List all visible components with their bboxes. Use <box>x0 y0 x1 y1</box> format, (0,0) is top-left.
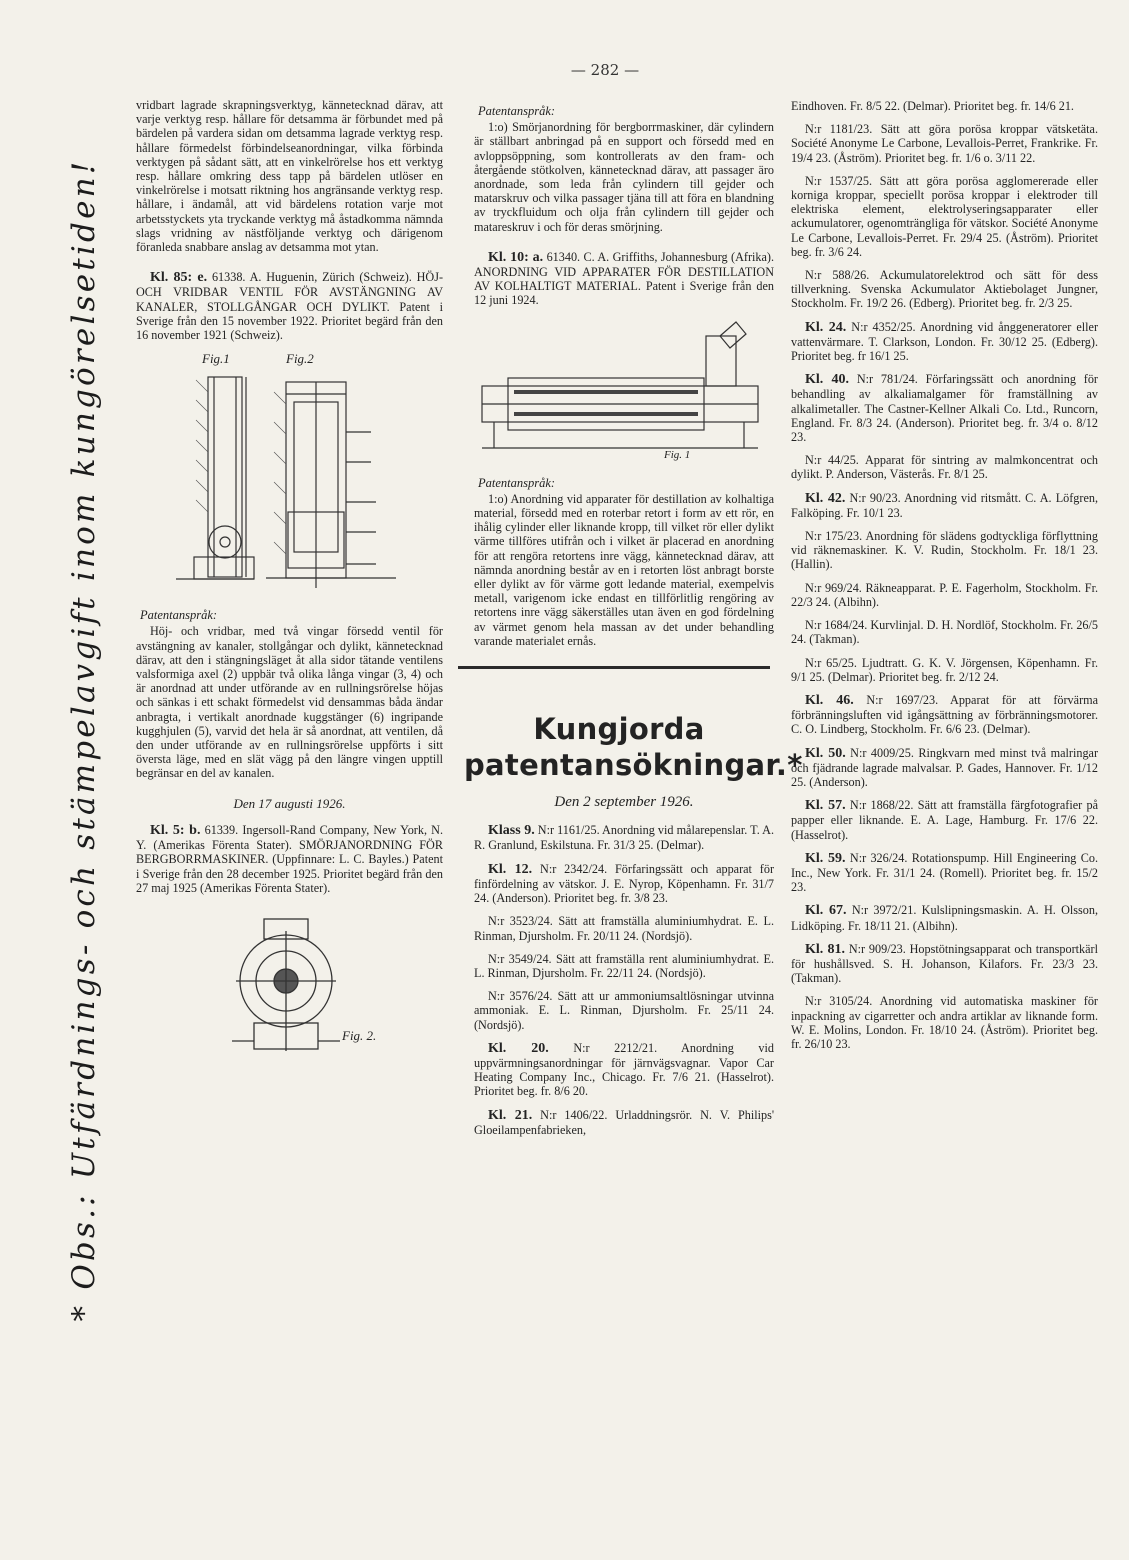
application-entry <box>474 1041 774 1099</box>
application-entry <box>791 903 1098 932</box>
entry-text: N:r 90/23. Anordning vid ritsmått. C. A. Löfgren, Falköping. Fr. 10/1 23. <box>791 490 1099 520</box>
class-label: Kl. 46. <box>805 692 854 708</box>
entry-text: N:r 1697/23. Apparat för att förvärma förbränningsluften vid igångsättning av förbränningsmotorer. C. O. Lindberg, Stockholm. Fr. 6/6 23. (Delmar). <box>791 692 1099 737</box>
class-label: Kl. 42. <box>805 490 846 506</box>
entry-text: N:r 1537/25. Sätt att göra porösa agglomererade eller korniga kroppar, speciellt porösa kroppar i elektroder till elektriska element, elektrolyseringsapparater eller ackumulatorer, ogenomträngliga för vätskor. Société Anonyme Le Carbone, Levallois-Perret. Fr. 29/4 25. (Åström). Prioritet beg. fr. 3/6 24. <box>791 173 1098 259</box>
claims-label: Patentanspråk: <box>478 104 556 118</box>
class-label: Kl. 20. <box>488 1040 549 1056</box>
entry-text: N:r 969/24. Räkneapparat. P. E. Fagerholm, Stockholm. Fr. 22/3 24. (Albihn). <box>791 580 1098 609</box>
valve-figure <box>136 352 443 602</box>
column-1 <box>136 98 443 1061</box>
application-entry <box>474 823 774 852</box>
class-label: Kl. 59. <box>805 850 846 866</box>
application-entry <box>791 122 1098 165</box>
entry-text: 61339. Ingersoll-Rand Company, New York, N. Y. (Amerikas Förenta Stater). SMÖRJANORDNING FÖR BERGBORRMASKINER. (Uppfinnare: L. C. Bayles.) Patent i Sverige från den 28 december 1925. Prioritet begärd från den 27 maj 1925 (Amerikas Förenta Stater). <box>136 822 444 895</box>
side-notice <box>14 90 154 1390</box>
entry-text: Eindhoven. Fr. 8/5 22. (Delmar). Prioritet beg. fr. 14/6 21. <box>791 99 1074 113</box>
class-label: Kl. 85: e. <box>150 270 208 286</box>
column-3 <box>791 99 1098 1051</box>
application-list <box>791 99 1098 1051</box>
application-entry <box>791 746 1098 790</box>
page-number: — 282 — <box>570 61 640 79</box>
application-entry <box>791 529 1098 572</box>
entry-text: N:r 909/23. Hopstötningsapparat och transportkärl för hushållsved. S. H. Johanson, Kilafors. Fr. 23/3 23. (Takman). <box>791 941 1098 986</box>
figure-label: Fig. 1 <box>664 448 691 461</box>
application-entry <box>474 914 774 942</box>
continued-paragraph: vridbart lagrade skrapningsverktyg, kännetecknad därav, att varje verktyg resp. hållare för detsamma är förbundet med på bärdelen på vardera sidan om detsamma lagrade verktyg resp. hållare förmedelst förbindelseanordningar, vilka förbinda verktygen på sådant sätt, att en vinkelrörelse hos ett verktyg resp. hållare omkring dess tapp på bärdelen utlöser en vinkelrörelse i motsatt riktning hos angränsande verktyg resp. hållare, i ändamål, att vid bärdelens rotation varje mot arbetsstyckets yta tryckande verktyg må åstadkomma nämnda slags vridning av nästföljande verktyg och därigenom föranleda snabbare anslag av detsamma mot ytan. <box>136 98 443 255</box>
class-label: Kl. 21. <box>488 1107 533 1123</box>
claims-text: 1:o) Smörjanordning för bergborrmaskiner, där cylindern är ställbart anbringad på en support och försedd med en avloppsöppning, som kontrollerats av den fram- och återgående stötkolven, kännetecknad därav, att passager äro anordnade, som leda från cylindern till gejder och matarskruv och vilka passager tjäna till att föra en blandning av tryckfluidum och olja från cylindern till gejder och matareskruv i och för deras smörjning. <box>474 120 774 234</box>
entry-text: N:r 1406/22. Urladdningsrör. N. V. Philips' Gloeilampenfabrieken, <box>474 1107 775 1137</box>
application-entry <box>791 942 1098 986</box>
class-label: Kl. 5: b. <box>150 822 201 838</box>
figure-label: Fig. 2. <box>342 1027 377 1043</box>
application-entry <box>791 453 1098 481</box>
entry-text: N:r 65/25. Ljudtratt. G. K. V. Jörgensen, Köpenhamn. Fr. 9/1 25. (Delmar). Prioritet beg. fr. 2/12 24. <box>791 655 1098 684</box>
application-entry <box>474 1108 774 1137</box>
class-label: Kl. 12. <box>488 861 533 877</box>
entry-text: N:r 1181/23. Sätt att göra porösa kroppar vätsketäta. Société Anonyme Le Carbone, Levallois-Perret, Frankrike. Fr. 19/4 23. (Åström). Prioritet beg. fr. 1/6 o. 3/11 22. <box>791 122 1098 165</box>
application-entry <box>791 320 1098 364</box>
application-entry <box>474 862 774 906</box>
application-entry <box>791 491 1098 520</box>
entry-text: N:r 3972/21. Kulslipningsmaskin. A. H. Olsson, Lidköping. Fr. 18/11 21. (Albihn). <box>791 903 1099 933</box>
entry-text: N:r 2212/21. Anordning vid uppvärmningsanordningar för järnvägsvagnar. Vapor Car Heating Company Inc., Chicago. Fr. 7/6 21. (Hasselrot). Prioritet beg. fr. 8/6 20. <box>474 1040 774 1099</box>
entry-text: N:r 588/26. Ackumulatorelektrod och sätt för dess tillverkning. Svenska Ackumulator Aktiebolaget Jungner, Stockholm. Fr. 19/2 26. (Edberg). Prioritet beg. fr. 2/3 25. <box>791 268 1098 311</box>
claims-text: Höj- och vridbar, med två vingar försedd ventil för avstängning av kanaler, stollgångar och dylikt, kännetecknad därav, att den i stängningsläget åt alla sidor tätande ventilens valsformiga axel (2) uppbär två olika långa vingar (3, 4) och är anordnad att under utförande av en rullningsrörelse höjas och sänkas i ett schakt förmedelst vid densammas båda ändar anbragta, i vertikalt anordnade kuggstänger (6) ingripande kugghjulen (5), varvid det hela är så anordnat, att ventilen, då den under utförande av en rullningsrörelse uppförts i sitt översta läge, med en slät vägg på den längre vingen upptill begränsar en del av kanalen. <box>136 624 443 781</box>
application-entry <box>791 994 1098 1051</box>
application-entry <box>791 618 1098 646</box>
entry-text: N:r 1684/24. Kurvlinjal. D. H. Nordlöf, Stockholm. Fr. 26/5 24. (Takman). <box>791 618 1098 647</box>
claims-label: Patentanspråk: <box>140 608 218 623</box>
application-entry <box>791 851 1098 895</box>
class-label: Kl. 50. <box>805 745 846 761</box>
section-date: Den 2 september 1926. <box>554 794 694 811</box>
application-entry <box>791 372 1098 444</box>
retort-figure <box>474 320 774 470</box>
section-title: Kungjorda patentansökningar.* <box>464 712 803 783</box>
entry-text: N:r 1161/25. Anordning vid målarepenslar. T. A. R. Granlund, Eskilstuna. Fr. 31/3 25. (Delmar). <box>474 823 774 853</box>
application-entry <box>791 693 1098 737</box>
entry-text: N:r 4009/25. Ringkvarn med minst två malringar och fjädrande lagrade malvalsar. P. Gades, Hannover. Fr. 1/12 25. (Anderson). <box>791 745 1099 789</box>
class-label: Kl. 10: a. <box>488 249 544 265</box>
class-label: Kl. 57. <box>805 798 846 814</box>
side-notice-text: * Obs.: Utfärdnings- och stämpelavgift inom kungörelsetiden! <box>66 158 102 1322</box>
valve-drawing <box>136 352 443 602</box>
column-2 <box>464 104 803 1137</box>
application-entry <box>791 174 1098 259</box>
retort-drawing <box>474 320 774 470</box>
claims-text: 1:o) Anordning vid apparater för destillation av kolhaltiga material, försedd med en roterbar retort i form av ett rör, en ihålig cylinder eller liknande kropp, till vilket rör eller dylikt värme tillföres utifrån och i vilket är placerad en anordning för att rengöra retortens inre vägg, kännetecknad därav, att nämnda anordning består av en i retorten löst anbragt borste eller dylikt av för värme gott ledande material, exempelvis metall, varigenom icke endast en tillförlitlig rengöring av retortens inre vägg säkerställes utan även en god fördelning av värmet genom hela massan av det under behandling varande materialet ernås. <box>474 491 774 648</box>
application-entry <box>791 798 1098 842</box>
entry-text: N:r 3523/24. Sätt att framställa aluminiumhydrat. E. L. Rinman, Djursholm. Fr. 20/11 24. (Nordsjö). <box>474 914 774 943</box>
application-entry <box>474 989 774 1032</box>
class-label: Kl. 40. <box>805 372 850 388</box>
entry-text: N:r 4352/25. Anordning vid ånggeneratorer eller vattenvärmare. T. Clarkson, London. Fr. 30/12 25. (Edberg). Prioritet beg. fr 16/1 25. <box>791 319 1098 364</box>
class-label: Kl. 67. <box>805 903 847 919</box>
entry-text: N:r 3105/24. Anordning vid automatiska maskiner för inpackning av cigarretter och andra artiklar av liknande form. W. E. Molins, London. Fr. 18/10 24. (Åström). Prioritet beg. fr. 26/10 23. <box>791 994 1098 1051</box>
entry-text: N:r 175/23. Anordning för slädens godtyckliga förflyttning vid räknemaskiner. K. V. Rudin, Stockholm. Fr. 18/1 23. (Hallin). <box>791 529 1098 572</box>
patent-entry <box>474 250 774 308</box>
figure-label: Fig.1 <box>202 351 230 367</box>
claims-label: Patentanspråk: <box>478 475 556 490</box>
entry-text: N:r 326/24. Rotationspump. Hill Engineering Co. Inc., New York. Fr. 31/1 24. (Romell). Prioritet beg. fr. 15/2 23. <box>791 850 1098 895</box>
class-label: Kl. 81. <box>805 941 846 957</box>
application-entry <box>791 268 1098 311</box>
figure-label: Fig.2 <box>286 351 314 367</box>
class-label: Kl. 24. <box>805 319 847 335</box>
entry-text: N:r 3576/24. Sätt att ur ammoniumsaltlösningar utvinna ammoniak. E. L. Rinman, Djursholm. Fr. 25/11 24. (Nordsjö). <box>474 989 774 1032</box>
entry-text: N:r 781/24. Förfaringssätt och anordning för behandling av alkaliamalgamer för framställning av alkalimetaller. The Castner-Kellner Alkali Co. Ltd., Runcorn, England. Fr. 8/3 24. (Anderson). Prioritet beg. fr. 3/4 o. 8/12 23. <box>791 372 1098 445</box>
lubricator-drawing <box>136 911 443 1061</box>
date-heading: Den 17 augusti 1926. <box>233 795 346 811</box>
entry-text: N:r 44/25. Apparat för sintring av malmkoncentrat och dylikt. P. Anderson, Västerås. Fr. 8/1 25. <box>791 453 1098 482</box>
entry-text: 61338. A. Huguenin, Zürich (Schweiz). HÖJ- OCH VRIDBAR VENTIL FÖR AVSTÄNGNING AV KANALER, STOLLGÅNGAR OCH DYLIKT. Patent i Sverige från den 15 november 1922. Prioritet begärd från den 16 november 1921 (Schweiz). <box>136 270 444 343</box>
application-entry <box>791 99 1098 113</box>
application-entry <box>474 952 774 980</box>
entry-text: N:r 1868/22. Sätt att framställa färgfotografier på papper eller liknande. E. A. Lage, Hamburg. Fr. 17/6 22. (Hasselrot). <box>791 798 1099 842</box>
application-list <box>474 823 774 1137</box>
application-entry <box>791 581 1098 609</box>
entry-text: N:r 3549/24. Sätt att framställa rent aluminiumhydrat. E. L. Rinman, Djursholm. Fr. 22/11 24. (Nordsjö). <box>474 951 774 980</box>
entry-text: N:r 2342/24. Förfaringssätt och apparat för finfördelning av vätskor. J. E. Nyrop, Köpenhamn. Fr. 31/7 24. (Anderson). Prioritet beg. fr. 3/8 23. <box>474 861 775 906</box>
patent-entry <box>136 270 443 342</box>
application-entry <box>791 656 1098 684</box>
section-divider <box>458 666 770 669</box>
patent-entry <box>136 823 443 895</box>
class-label: Klass 9. <box>488 823 535 839</box>
drill-lubricator-figure <box>136 911 443 1061</box>
entry-text: 61340. C. A. Griffiths, Johannesburg (Afrika). ANORDNING VID APPARATER FÖR DESTILLATION AV KOLHALTIGT MATERIAL. Patent i Sverige från den 12 juni 1924. <box>474 249 775 308</box>
